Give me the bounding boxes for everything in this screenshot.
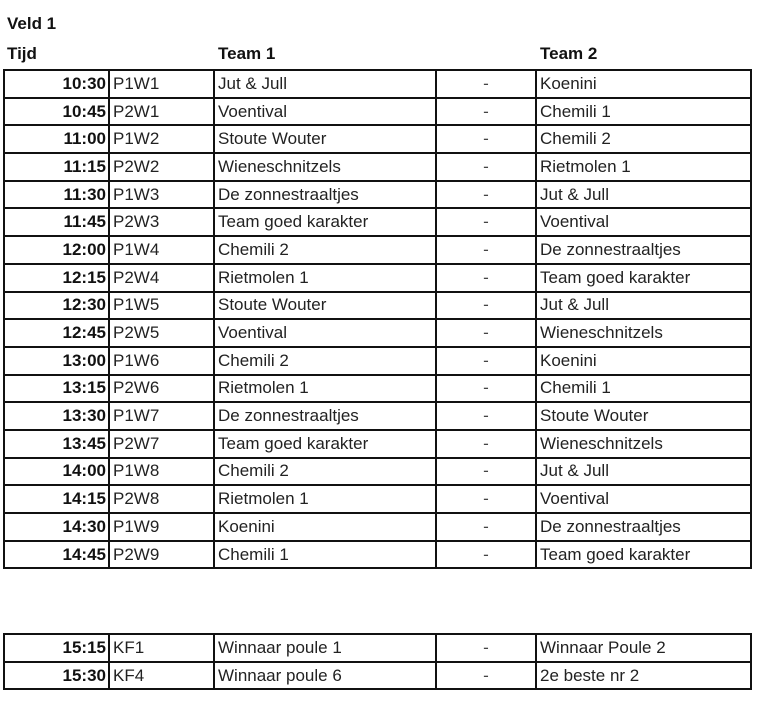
match-time: 11:15 <box>4 153 109 181</box>
team2-name: Wieneschnitzels <box>536 319 751 347</box>
versus-separator: - <box>436 375 536 403</box>
column-header-team2: Team 2 <box>540 44 598 63</box>
team2-name: Rietmolen 1 <box>536 153 751 181</box>
team2-name: Team goed karakter <box>536 541 751 569</box>
table-row <box>4 541 751 569</box>
table-row <box>4 485 751 513</box>
match-time: 10:45 <box>4 98 109 126</box>
table-row <box>4 153 751 181</box>
match-code: P2W9 <box>109 541 214 569</box>
team1-name: De zonnestraaltjes <box>214 181 436 209</box>
team1-name: Wieneschnitzels <box>214 153 436 181</box>
versus-separator: - <box>436 541 536 569</box>
team2-name: Team goed karakter <box>536 264 751 292</box>
team2-name: Jut & Jull <box>536 458 751 486</box>
team2-name: Voentival <box>536 485 751 513</box>
match-time: 12:00 <box>4 236 109 264</box>
table-row <box>4 458 751 486</box>
match-code: P1W3 <box>109 181 214 209</box>
match-time: 12:15 <box>4 264 109 292</box>
match-code: P1W8 <box>109 458 214 486</box>
table-row <box>4 662 751 690</box>
team2-name: Winnaar Poule 2 <box>536 634 751 662</box>
versus-separator: - <box>436 292 536 320</box>
team1-name: Chemili 2 <box>214 236 436 264</box>
team1-name: Voentival <box>214 319 436 347</box>
versus-separator: - <box>436 402 536 430</box>
match-code: P2W7 <box>109 430 214 458</box>
versus-separator: - <box>436 181 536 209</box>
match-code: P1W5 <box>109 292 214 320</box>
pool-matches-body <box>4 70 751 568</box>
match-time: 14:45 <box>4 541 109 569</box>
match-code: P2W3 <box>109 208 214 236</box>
versus-separator: - <box>436 662 536 690</box>
team1-name: Stoute Wouter <box>214 125 436 153</box>
team1-name: Chemili 2 <box>214 347 436 375</box>
versus-separator: - <box>436 634 536 662</box>
team1-name: Chemili 2 <box>214 458 436 486</box>
final-matches-body <box>4 634 751 689</box>
versus-separator: - <box>436 236 536 264</box>
match-time: 12:30 <box>4 292 109 320</box>
table-row <box>4 208 751 236</box>
team1-name: Voentival <box>214 98 436 126</box>
team1-name: Winnaar poule 1 <box>214 634 436 662</box>
team2-name: De zonnestraaltjes <box>536 236 751 264</box>
versus-separator: - <box>436 125 536 153</box>
versus-separator: - <box>436 153 536 181</box>
match-code: P1W1 <box>109 70 214 98</box>
team2-name: Stoute Wouter <box>536 402 751 430</box>
table-row <box>4 70 751 98</box>
team2-name: De zonnestraaltjes <box>536 513 751 541</box>
table-row <box>4 375 751 403</box>
versus-separator: - <box>436 347 536 375</box>
team2-name: Chemili 1 <box>536 98 751 126</box>
match-time: 13:45 <box>4 430 109 458</box>
versus-separator: - <box>436 458 536 486</box>
team1-name: Jut & Jull <box>214 70 436 98</box>
table-row <box>4 125 751 153</box>
match-time: 10:30 <box>4 70 109 98</box>
match-code: P1W9 <box>109 513 214 541</box>
team2-name: Chemili 1 <box>536 375 751 403</box>
team1-name: Koenini <box>214 513 436 541</box>
match-code: KF1 <box>109 634 214 662</box>
team1-name: Team goed karakter <box>214 208 436 236</box>
table-row <box>4 181 751 209</box>
table-row <box>4 347 751 375</box>
pool-matches-table <box>3 69 752 569</box>
match-time: 15:30 <box>4 662 109 690</box>
table-row <box>4 236 751 264</box>
column-header-time: Tijd <box>7 44 37 63</box>
versus-separator: - <box>436 70 536 98</box>
page-title: Veld 1 <box>7 14 57 33</box>
match-code: P2W8 <box>109 485 214 513</box>
versus-separator: - <box>436 264 536 292</box>
match-time: 15:15 <box>4 634 109 662</box>
versus-separator: - <box>436 430 536 458</box>
team2-name: 2e beste nr 2 <box>536 662 751 690</box>
match-code: P2W1 <box>109 98 214 126</box>
team2-name: Koenini <box>536 70 751 98</box>
table-row <box>4 98 751 126</box>
versus-separator: - <box>436 485 536 513</box>
match-time: 14:15 <box>4 485 109 513</box>
match-code: P2W6 <box>109 375 214 403</box>
match-time: 11:30 <box>4 181 109 209</box>
match-time: 13:15 <box>4 375 109 403</box>
match-code: P1W7 <box>109 402 214 430</box>
versus-separator: - <box>436 319 536 347</box>
team1-name: Rietmolen 1 <box>214 375 436 403</box>
match-code: P1W2 <box>109 125 214 153</box>
table-row <box>4 319 751 347</box>
table-row <box>4 513 751 541</box>
match-code: P2W2 <box>109 153 214 181</box>
match-time: 14:30 <box>4 513 109 541</box>
match-code: P1W4 <box>109 236 214 264</box>
match-code: KF4 <box>109 662 214 690</box>
team1-name: Rietmolen 1 <box>214 264 436 292</box>
team2-name: Chemili 2 <box>536 125 751 153</box>
team2-name: Jut & Jull <box>536 292 751 320</box>
team2-name: Jut & Jull <box>536 181 751 209</box>
match-time: 13:00 <box>4 347 109 375</box>
table-row <box>4 292 751 320</box>
team2-name: Voentival <box>536 208 751 236</box>
team1-name: Chemili 1 <box>214 541 436 569</box>
table-row <box>4 264 751 292</box>
table-row <box>4 634 751 662</box>
team1-name: Winnaar poule 6 <box>214 662 436 690</box>
team1-name: Stoute Wouter <box>214 292 436 320</box>
versus-separator: - <box>436 98 536 126</box>
match-code: P2W5 <box>109 319 214 347</box>
team1-name: Team goed karakter <box>214 430 436 458</box>
versus-separator: - <box>436 208 536 236</box>
table-row <box>4 402 751 430</box>
match-time: 14:00 <box>4 458 109 486</box>
versus-separator: - <box>436 513 536 541</box>
match-time: 12:45 <box>4 319 109 347</box>
match-time: 11:45 <box>4 208 109 236</box>
team1-name: De zonnestraaltjes <box>214 402 436 430</box>
table-row <box>4 430 751 458</box>
final-matches-table <box>3 633 752 690</box>
match-code: P2W4 <box>109 264 214 292</box>
team1-name: Rietmolen 1 <box>214 485 436 513</box>
match-time: 11:00 <box>4 125 109 153</box>
match-time: 13:30 <box>4 402 109 430</box>
team2-name: Wieneschnitzels <box>536 430 751 458</box>
match-code: P1W6 <box>109 347 214 375</box>
column-header-team1: Team 1 <box>218 44 276 63</box>
team2-name: Koenini <box>536 347 751 375</box>
